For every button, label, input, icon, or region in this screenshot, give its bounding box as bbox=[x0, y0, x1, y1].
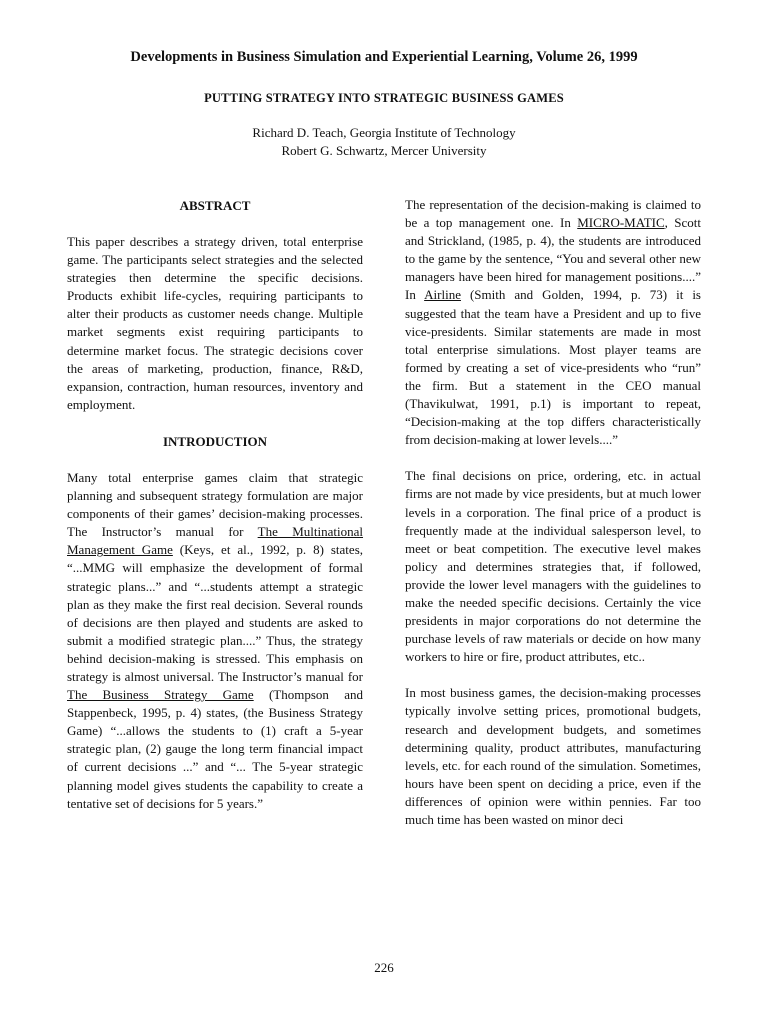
right-column bbox=[405, 196, 701, 847]
left-column bbox=[67, 196, 363, 831]
game-title-micro-matic: MICRO-MATIC bbox=[577, 215, 665, 231]
journal-header: Developments in Business Simulation and Experiential Learning, Volume 26, 1999 bbox=[130, 49, 638, 65]
introduction-heading: INTRODUCTION bbox=[162, 433, 267, 449]
intro-text-part-b: (Keys, et al., 1992, p. 8) states, “...MMG will emphasize the development of formal strategic plans...” and “...students attempt a strategic plan as they make the first real decision. Several rounds of decisions are then played and students are asked to submit a modified strategic plan....” Thus, the strategy behind decision-making is stressed. This emphasis on strategy is almost universal. The Instructor’s manual for bbox=[67, 542, 363, 684]
decision-processes-paragraph: In most business games, the decision-making processes typically involve setting prices, promotional budgets, research and development budgets, and sometimes determining quality, product attributes, manufacturing levels, etc. for each round of the simulation. Sometimes, hours have been spent on deciding a price, even if the differences of opinion were within pennies. Far too much time has been wasted on minor deci bbox=[405, 685, 701, 827]
game-title-airline: Airline bbox=[424, 287, 461, 303]
final-decisions-paragraph: The final decisions on price, ordering, etc. in actual firms are not made by vice presidents, but at much lower levels in a corporation. The final price of a product is frequently made at the individual salesperson level, to meet or beat competition. The executive level makes policy and determines strategies that, if followed, provide the lower level managers with the guidelines to make the needed specific decisions. Certainly the vice presidents in major corporations do not determine the purchase levels of raw materials or decide on how many workers to hire or fire, product attributes, etc.. bbox=[405, 468, 701, 665]
page-number: 226 bbox=[374, 960, 394, 975]
intro-text-part-c: (Thompson and Stappenbeck, 1995, p. 4) states, (the Business Strategy Game) “...allows the students to (1) craft a 5-year strategic plan, (2) gauge the long term financial impact of current decisions ...” and “... The 5-year strategic planning model gives students the capability to create a tentative set of decisions for 5 years.” bbox=[67, 687, 363, 811]
paper-title: PUTTING STRATEGY INTO STRATEGIC BUSINESS GAMES bbox=[204, 91, 564, 105]
rep-text-part-a: The representation of the decision-making is claimed to be a top management one. In bbox=[405, 197, 701, 231]
intro-text-part-a: Many total enterprise games claim that strategic planning and subsequent strategy formulation are major components of their games’ decision-making processes. The Instructor’s manual for bbox=[67, 469, 363, 540]
game-title-business-strategy: The Business Strategy Game bbox=[67, 687, 254, 703]
abstract-paragraph: This paper describes a strategy driven, total enterprise game. The participants select strategies and the selected strategies then determine the specific decisions. Products exhibit life-cycles, requiring participants to alter their products as customer needs change. Multiple market segments exist requiring participants to determine market focus. The strategic decisions cover the areas of marketing, production, finance, R&D, expansion, contraction, human resources, inventory and employment. bbox=[67, 234, 363, 412]
author-list bbox=[0, 124, 768, 160]
representation-paragraph bbox=[405, 196, 701, 449]
rep-text-part-b: , Scott and Strickland, (1985, p. 4), the students are introduced to the game by the sentence, “You and several other new managers have been hired for management positions....” In bbox=[405, 215, 701, 303]
introduction-paragraph bbox=[67, 469, 363, 813]
rep-text-part-c: (Smith and Golden, 1994, p. 73) it is suggested that the team have a President and up to five vice-presidents. Similar statements are made in most total enterprise simulations. Most player teams are formed by creating a set of vice-presidents who “run” the firm. But a statement in the CEO manual (Thavikulwat, 1991, p.1) is important to repeat, “Decision-making at the top differs characteristically from decision-making at lower levels....” bbox=[405, 287, 701, 448]
abstract-heading: ABSTRACT bbox=[179, 198, 251, 213]
author-1: Richard D. Teach, Georgia Institute of Technology bbox=[252, 125, 516, 140]
game-title-multinational: The Multinational Management Game bbox=[67, 524, 364, 558]
author-2: Robert G. Schwartz, Mercer University bbox=[281, 143, 487, 158]
